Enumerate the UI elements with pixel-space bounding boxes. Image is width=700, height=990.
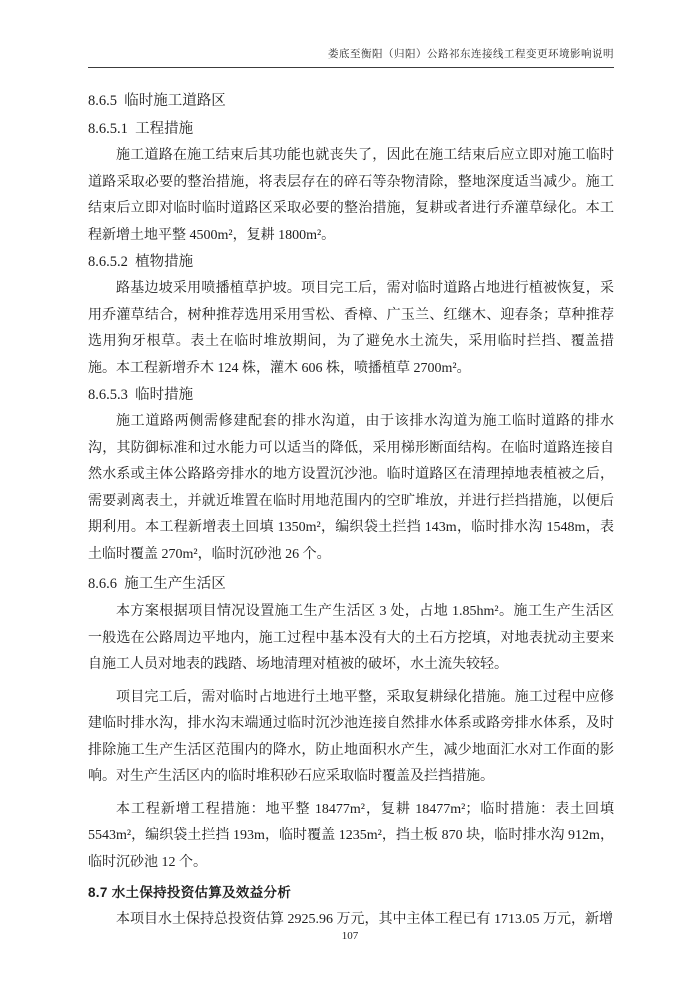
paragraph-plant-measures: 路基边坡采用喷播植草护坡。项目完工后，需对临时道路占地进行植被恢复，采用乔灌草结合，树种推荐选用采用雪松、香樟、广玉兰、红继木、迎春条；草种推荐选用狗牙根草。表土在临时堆放期间，为了避免水土流失，采用临时拦挡、覆盖措施。本工程新增乔木 124 株，灌木 606 株，喷播植草 2700m²。 bbox=[88, 281, 614, 376]
heading-8-6-5-1: 8.6.5.1 工程措施 bbox=[88, 121, 194, 137]
paragraph-living-area-1: 本方案根据项目情况设置施工生产生活区 3 处，占地 1.85hm²。施工生产生活区一般选在公路周边平地内，施工过程中基本没有大的土石方挖填，对地表扰动主要来自施工人员对地表的践踏、场地清理对植被的破坏，水土流失较轻。 bbox=[88, 604, 614, 672]
paragraph-living-area-2: 项目完工后，需对临时占地进行土地平整，采取复耕绿化措施。施工过程中应修建临时排水沟，排水沟末端通过临时沉沙池连接自然排水体系或路旁排水体系，及时排除施工生产生活区范围内的降水，防止地面积水产生，减少地面汇水对工作面的影响。对生产生活区内的临时堆积砂石应采取临时覆盖及拦挡措施。 bbox=[88, 689, 614, 784]
heading-8-6-6: 8.6.6 施工生产生活区 bbox=[88, 576, 226, 592]
page-footer bbox=[0, 930, 700, 942]
document-body bbox=[88, 88, 614, 934]
paragraph-investment-estimate: 本项目水土保持总投资估算 2925.96 万元，其中主体工程已有 1713.05 万元，新增 bbox=[116, 912, 613, 927]
paragraph-temporary-measures: 施工道路两侧需修建配套的排水沟道，由于该排水沟道为施工临时道路的排水沟，其防御标准和过水能力可以适当的降低，采用梯形断面结构。在临时道路连接自然水系或主体公路路旁排水的地方设置沉沙池。临时道路区在清理掉地表植被之后，需要剥离表土，并就近堆置在临时用地范围内的空旷堆放，并进行拦挡措施，以便后期利用。本工程新增表土回填 1350m²，编织袋土拦挡 143m，临时排水沟 1548m，表土临时覆盖 270m²，临时沉砂池 26 个。 bbox=[88, 414, 614, 562]
heading-8-7: 8.7 水土保持投资估算及效益分析 bbox=[88, 885, 292, 900]
running-header-title: 娄底至衡阳（归阳）公路祁东连接线工程变更环境影响说明 bbox=[328, 49, 614, 60]
heading-8-6-5-2: 8.6.5.2 植物措施 bbox=[88, 254, 194, 270]
paragraph-living-area-3: 本工程新增工程措施：地平整 18477m²，复耕 18477m²；临时措施：表土回填 5543m²，编织袋土拦挡 193m，临时覆盖 1235m²，挡土板 870 块，临时排水沟 912m，临时沉砂池 12 个。 bbox=[88, 801, 614, 870]
heading-8-6-5: 8.6.5 临时施工道路区 bbox=[88, 93, 226, 109]
page-number: 107 bbox=[341, 930, 359, 942]
heading-8-6-5-3: 8.6.5.3 临时措施 bbox=[88, 387, 194, 403]
running-header bbox=[88, 48, 614, 68]
paragraph-engineering-measures: 施工道路在施工结束后其功能也就丧失了，因此在施工结束后应立即对施工临时道路采取必要的整治措施，将表层存在的碎石等杂物清除，整地深度适当减少。施工结束后立即对临时临时道路区采取必要的整治措施，复耕或者进行乔灌草绿化。本工程新增土地平整 4500m²，复耕 1800m²。 bbox=[88, 148, 614, 243]
